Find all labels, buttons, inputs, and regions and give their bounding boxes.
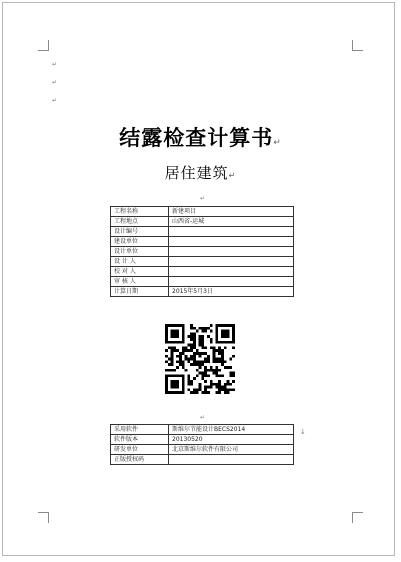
field-value[interactable]: 新建项目	[169, 207, 294, 217]
field-value[interactable]	[169, 247, 294, 257]
paragraph-mark-icon: ↵	[200, 195, 206, 202]
table-row	[111, 435, 294, 445]
qr-code-icon	[165, 324, 235, 394]
row-end-mark-icon: ↓	[300, 428, 306, 436]
field-value[interactable]	[169, 455, 294, 465]
document-title	[0, 122, 401, 152]
paragraph-mark-icon: ↵	[273, 138, 282, 148]
table-row	[111, 445, 294, 455]
crop-mark-top-right	[352, 40, 363, 51]
software-info-table	[110, 424, 294, 465]
field-label: 正版授权码	[111, 455, 169, 465]
table-row	[111, 277, 294, 287]
table-row	[111, 267, 294, 277]
table-row	[111, 227, 294, 237]
table-row	[111, 455, 294, 465]
field-value[interactable]	[169, 267, 294, 277]
field-value[interactable]: 山西省-运城	[169, 217, 294, 227]
field-label: 设计单位	[111, 247, 169, 257]
field-value[interactable]	[169, 257, 294, 267]
paragraph-mark-icon: ↵	[228, 171, 237, 180]
field-value[interactable]	[169, 237, 294, 247]
field-value[interactable]: 2015年5月3日	[169, 287, 294, 297]
crop-mark-bottom-right	[352, 512, 363, 523]
field-label: 设计编号	[111, 227, 169, 237]
field-label: 设 计 人	[111, 257, 169, 267]
field-value[interactable]: 20130520	[169, 435, 294, 445]
table-row	[111, 207, 294, 217]
field-label: 计算日期	[111, 287, 169, 297]
table-row	[111, 237, 294, 247]
field-label: 工程地点	[111, 217, 169, 227]
table-row	[111, 217, 294, 227]
paragraph-mark-icon: ↵	[200, 414, 206, 421]
field-label: 审 核 人	[111, 277, 169, 287]
paragraph-mark-icon: ↵	[52, 79, 58, 86]
paragraph-mark-icon: ↵	[52, 61, 58, 68]
table-row	[111, 257, 294, 267]
field-value[interactable]: 斯维尔节能设计BECS2014	[169, 425, 294, 435]
table-row	[111, 425, 294, 435]
field-label: 工程名称	[111, 207, 169, 217]
document-subtitle	[0, 162, 401, 183]
table-row	[111, 287, 294, 297]
field-value[interactable]: 北京斯维尔软件有限公司	[169, 445, 294, 455]
field-value[interactable]	[169, 277, 294, 287]
document-title-text: 结露检查计算书	[119, 126, 274, 150]
paragraph-mark-icon: ↵	[52, 97, 58, 104]
project-info-table	[110, 206, 294, 297]
field-label: 建设单位	[111, 237, 169, 247]
field-label: 研发单位	[111, 445, 169, 455]
field-value[interactable]	[169, 227, 294, 237]
document-subtitle-text: 居住建筑	[164, 164, 229, 182]
crop-mark-top-left	[38, 40, 49, 51]
field-label: 采用软件	[111, 425, 169, 435]
table-row	[111, 247, 294, 257]
field-label: 校 对 人	[111, 267, 169, 277]
crop-mark-bottom-left	[38, 512, 49, 523]
field-label: 软件版本	[111, 435, 169, 445]
